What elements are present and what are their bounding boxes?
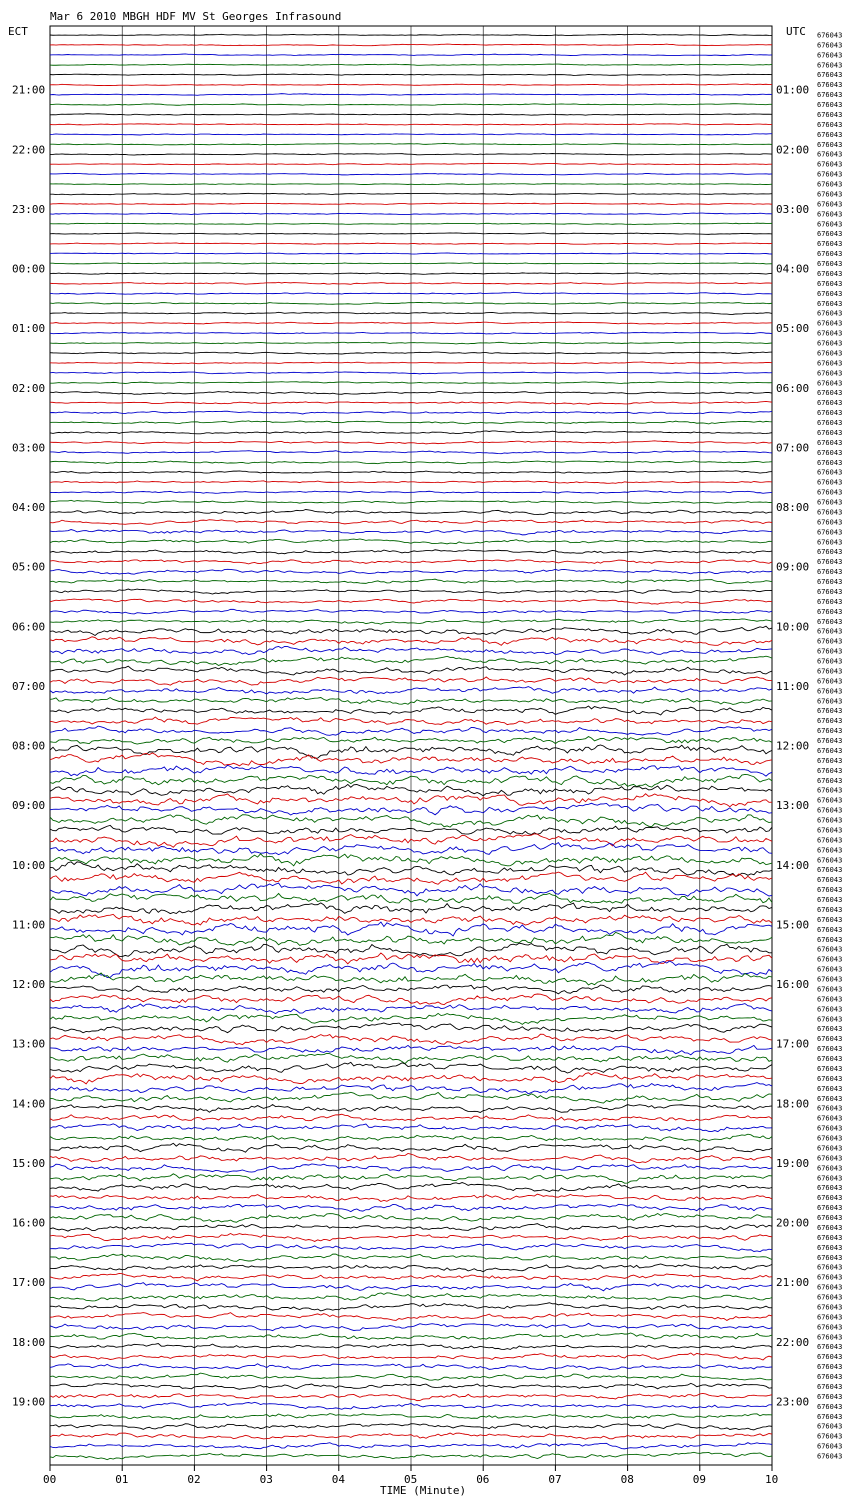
trace-scale-label: 676043 (817, 627, 843, 636)
right-hour-label: 06:00 (776, 381, 810, 395)
trace-scale-label: 676043 (817, 756, 843, 765)
trace-scale-label: 676043 (817, 170, 843, 179)
plot-title: Mar 6 2010 MBGH HDF MV St Georges Infrasound (50, 10, 342, 23)
trace-scale-label: 676043 (817, 538, 843, 547)
right-hour-label: 09:00 (776, 560, 810, 574)
trace-scale-label: 676043 (817, 369, 843, 378)
left-hour-label: 06:00 (12, 620, 46, 634)
trace-scale-label: 676043 (817, 776, 843, 785)
left-hour-label: 14:00 (12, 1097, 46, 1111)
trace-scale-label: 676043 (817, 1144, 843, 1153)
trace-scale-label: 676043 (817, 1194, 843, 1203)
trace-scale-label: 676043 (817, 200, 843, 209)
trace-scale-label: 676043 (817, 339, 843, 348)
trace-scale-label: 676043 (817, 111, 843, 119)
right-hour-label: 14:00 (776, 858, 810, 872)
trace-scale-label: 676043 (817, 717, 843, 726)
trace-scale-label: 676043 (817, 588, 843, 596)
trace-scale-label: 676043 (817, 1392, 843, 1401)
trace-scale-label: 676043 (817, 1253, 843, 1262)
traces (50, 32, 842, 1461)
trace-scale-label: 676043 (817, 309, 843, 318)
x-tick-label: 10 (765, 1473, 779, 1486)
trace-scale-label: 676043 (817, 270, 843, 278)
trace-scale-label: 676043 (817, 896, 843, 904)
trace-scale-label: 676043 (817, 1343, 843, 1352)
trace-scale-label: 676043 (817, 1114, 843, 1123)
trace-scale-label: 676043 (817, 796, 843, 805)
trace-scale-label: 676043 (817, 120, 843, 129)
right-hour-label: 12:00 (776, 739, 810, 753)
trace-scale-label: 676043 (817, 637, 843, 646)
trace-scale-label: 676043 (817, 1363, 843, 1372)
trace-scale-label: 676043 (817, 995, 843, 1004)
trace-scale-label: 676043 (817, 319, 843, 328)
trace-scale-label: 676043 (817, 1303, 843, 1312)
trace-scale-label: 676043 (817, 1402, 843, 1411)
trace-scale-label: 676043 (817, 1373, 843, 1381)
trace-scale-label: 676043 (817, 1383, 843, 1391)
trace-scale-label: 676043 (817, 836, 843, 845)
trace-scale-label: 676043 (817, 289, 843, 298)
trace-scale-label: 676043 (817, 677, 843, 686)
right-hour-label: 03:00 (776, 202, 810, 216)
trace-scale-label: 676043 (817, 697, 843, 706)
right-hour-label: 20:00 (776, 1216, 810, 1230)
trace-scale-label: 676043 (817, 1412, 843, 1421)
trace-scale-label: 676043 (817, 1432, 843, 1441)
left-hour-label: 08:00 (12, 739, 46, 753)
trace-scale-label: 676043 (817, 478, 843, 487)
trace-scale-label: 676043 (817, 667, 843, 676)
trace-scale-label: 676043 (817, 826, 843, 835)
trace-scale-label: 676043 (817, 1154, 843, 1163)
trace-scale-label: 676043 (817, 419, 843, 427)
x-tick-label: 06 (476, 1473, 490, 1486)
trace-scale-label: 676043 (817, 906, 843, 914)
x-tick-label: 07 (548, 1473, 562, 1486)
trace-scale-label: 676043 (817, 41, 843, 50)
trace-scale-label: 676043 (817, 945, 843, 954)
trace-scale-label: 676043 (817, 61, 843, 70)
trace-scale-label: 676043 (817, 1015, 843, 1024)
right-hour-label: 01:00 (776, 83, 810, 97)
right-hour-label: 07:00 (776, 441, 810, 455)
left-hour-label: 22:00 (12, 143, 46, 157)
trace-scale-label: 676043 (817, 935, 843, 944)
x-tick-label: 09 (692, 1473, 707, 1486)
left-hour-label: 11:00 (12, 918, 46, 932)
trace-scale-label: 676043 (817, 429, 843, 437)
trace-scale-label: 676043 (817, 647, 843, 656)
x-tick-label: 08 (620, 1473, 634, 1486)
trace-scale-label: 676043 (817, 856, 843, 865)
trace-scale-label: 676043 (817, 846, 843, 855)
trace-scale-label: 676043 (817, 1233, 843, 1242)
trace-scale-label: 676043 (817, 468, 843, 477)
trace-scale-label: 676043 (817, 250, 843, 259)
trace-scale-label: 676043 (817, 806, 843, 815)
right-hour-label: 11:00 (776, 679, 810, 693)
trace-scale-label: 676043 (817, 1055, 843, 1063)
trace-scale-label: 676043 (817, 299, 843, 308)
trace-scale-label: 676043 (817, 448, 843, 457)
trace-scale-label: 676043 (817, 71, 843, 80)
trace-scale-label: 676043 (817, 737, 843, 745)
trace-scale-label: 676043 (817, 508, 843, 517)
trace-scale-label: 676043 (817, 1134, 843, 1143)
trace-scale-label: 676043 (817, 1263, 843, 1272)
trace-scale-label: 676043 (817, 101, 843, 109)
trace-scale-label: 676043 (817, 1065, 843, 1073)
trace-scale-label: 676043 (817, 488, 843, 497)
trace-scale-label: 676043 (817, 727, 843, 736)
trace-scale-label: 676043 (817, 1124, 843, 1133)
trace-scale-label: 676043 (817, 260, 843, 268)
right-hour-label: 17:00 (776, 1037, 810, 1051)
trace-scale-label: 676043 (817, 1452, 843, 1461)
right-hour-label: 02:00 (776, 143, 810, 157)
right-hour-label: 08:00 (776, 501, 810, 514)
trace-scale-label: 676043 (817, 975, 843, 984)
trace-scale-label: 676043 (817, 389, 843, 398)
right-hour-label: 19:00 (776, 1156, 810, 1170)
left-hour-label: 09:00 (12, 799, 46, 813)
trace-scale-label: 676043 (817, 578, 843, 586)
left-hour-label: 15:00 (12, 1156, 46, 1170)
trace-scale-label: 676043 (817, 240, 843, 249)
left-hour-label: 21:00 (12, 83, 46, 97)
trace-scale-label: 676043 (817, 568, 843, 577)
trace-scale-label: 676043 (817, 1353, 843, 1362)
trace-scale-label: 676043 (817, 1035, 843, 1044)
trace-scale-label: 676043 (817, 279, 843, 288)
x-tick-label: 02 (187, 1473, 201, 1486)
trace-scale-label: 676043 (817, 886, 843, 895)
trace-scale-label: 676043 (817, 1084, 843, 1093)
trace-scale-label: 676043 (817, 140, 843, 149)
left-zone-label: ECT (8, 25, 28, 38)
left-hour-label: 07:00 (12, 679, 46, 693)
left-hour-label: 12:00 (12, 978, 46, 991)
trace-scale-label: 676043 (817, 876, 843, 885)
trace-scale-label: 676043 (817, 1323, 843, 1332)
x-tick-label: 03 (259, 1473, 273, 1486)
trace-scale-label: 676043 (817, 965, 843, 974)
left-hour-label: 03:00 (12, 441, 46, 455)
trace-scale-label: 676043 (817, 597, 843, 606)
right-hour-label: 10:00 (776, 620, 810, 634)
left-hour-label: 13:00 (12, 1037, 46, 1051)
trace-scale-label: 676043 (817, 81, 843, 90)
trace-scale-label: 676043 (817, 687, 843, 696)
trace-scale-label: 676043 (817, 1442, 843, 1451)
trace-scale-label: 676043 (817, 617, 843, 626)
trace-scale-label: 676043 (817, 1184, 843, 1193)
trace-scale-label: 676043 (817, 558, 843, 567)
trace-scale-label: 676043 (817, 866, 843, 875)
trace-scale-label: 676043 (817, 180, 843, 189)
trace-scale-label: 676043 (817, 438, 843, 447)
trace-scale-label: 676043 (817, 1293, 843, 1302)
left-hour-label: 01:00 (12, 322, 46, 336)
trace-scale-label: 676043 (817, 915, 843, 924)
left-hour-label: 10:00 (12, 858, 46, 872)
trace-scale-label: 676043 (817, 458, 843, 467)
trace-scale-label: 676043 (817, 985, 843, 994)
left-hour-label: 04:00 (12, 501, 46, 514)
trace-scale-label: 676043 (817, 210, 843, 219)
right-hour-label: 18:00 (776, 1097, 810, 1111)
trace-scale-label: 676043 (817, 707, 843, 716)
left-hour-label: 18:00 (12, 1335, 46, 1349)
trace-scale-label: 676043 (817, 31, 843, 40)
trace-scale-label: 676043 (817, 51, 843, 60)
trace-scale-label: 676043 (817, 1204, 843, 1213)
right-hour-label: 21:00 (776, 1276, 810, 1290)
trace-scale-label: 676043 (817, 220, 843, 229)
trace-scale-label: 676043 (817, 1333, 843, 1342)
trace-scale-label: 676043 (817, 130, 843, 139)
trace-scale-label: 676043 (817, 359, 843, 368)
trace-scale-label: 676043 (817, 766, 843, 775)
x-tick-label: 05 (404, 1473, 418, 1486)
trace-scale-label: 676043 (817, 955, 843, 964)
trace-scale-label: 676043 (817, 1283, 843, 1292)
trace-scale-label: 676043 (817, 1025, 843, 1034)
left-hour-label: 23:00 (12, 202, 46, 216)
right-hour-label: 15:00 (776, 918, 810, 932)
trace-scale-label: 676043 (817, 1224, 843, 1232)
trace-scale-label: 676043 (817, 379, 843, 388)
trace-scale-label: 676043 (817, 91, 843, 100)
left-hour-label: 19:00 (12, 1395, 46, 1409)
trace-scale-label: 676043 (817, 1214, 843, 1222)
x-ticks (43, 1465, 778, 1486)
x-tick-label: 01 (115, 1473, 129, 1486)
left-hour-label: 16:00 (12, 1216, 46, 1230)
trace-scale-label: 676043 (817, 816, 843, 825)
left-hour-label: 05:00 (12, 560, 46, 574)
trace-scale-label: 676043 (817, 1273, 843, 1282)
trace-scale-label: 676043 (817, 518, 843, 527)
trace-scale-label: 676043 (817, 399, 843, 408)
x-tick-label: 04 (331, 1473, 346, 1486)
x-axis-label: TIME (Minute) (380, 1484, 467, 1497)
trace-scale-label: 676043 (817, 607, 843, 616)
trace-scale-label: 676043 (817, 498, 843, 507)
trace-scale-label: 676043 (817, 1045, 843, 1054)
trace-scale-label: 676043 (817, 150, 843, 159)
right-hour-label: 23:00 (776, 1395, 810, 1409)
trace-scale-label: 676043 (817, 925, 843, 934)
trace-scale-label: 676043 (817, 409, 843, 418)
trace-scale-label: 676043 (817, 160, 843, 169)
x-tick-label: 00 (43, 1473, 57, 1486)
right-hour-label: 05:00 (776, 322, 810, 336)
trace-scale-label: 676043 (817, 190, 843, 199)
trace-scale-label: 676043 (817, 1313, 843, 1322)
trace-scale-label: 676043 (817, 548, 843, 557)
trace-scale-label: 676043 (817, 1174, 843, 1183)
right-hour-label: 04:00 (776, 262, 810, 276)
trace-scale-label: 676043 (817, 329, 843, 338)
right-zone-label: UTC (786, 25, 806, 38)
right-hour-label: 13:00 (776, 799, 810, 813)
left-hour-label: 17:00 (12, 1276, 46, 1290)
right-hour-label: 16:00 (776, 978, 810, 991)
trace-scale-label: 676043 (817, 1094, 843, 1103)
trace-scale-label: 676043 (817, 1243, 843, 1252)
right-hour-label: 22:00 (776, 1335, 810, 1349)
trace-scale-label: 676043 (817, 1422, 843, 1431)
left-hour-label: 00:00 (12, 262, 46, 276)
trace-scale-label: 676043 (817, 1074, 843, 1083)
trace-scale-label: 676043 (817, 1005, 843, 1014)
trace-scale-label: 676043 (817, 528, 843, 537)
trace-scale-label: 676043 (817, 1104, 843, 1113)
trace-scale-label: 676043 (817, 786, 843, 795)
trace-scale-label: 676043 (817, 349, 843, 358)
trace-scale-label: 676043 (817, 657, 843, 666)
trace-scale-label: 676043 (817, 230, 843, 239)
trace-scale-label: 676043 (817, 1164, 843, 1173)
left-hour-label: 02:00 (12, 381, 46, 395)
trace-scale-label: 676043 (817, 747, 843, 755)
